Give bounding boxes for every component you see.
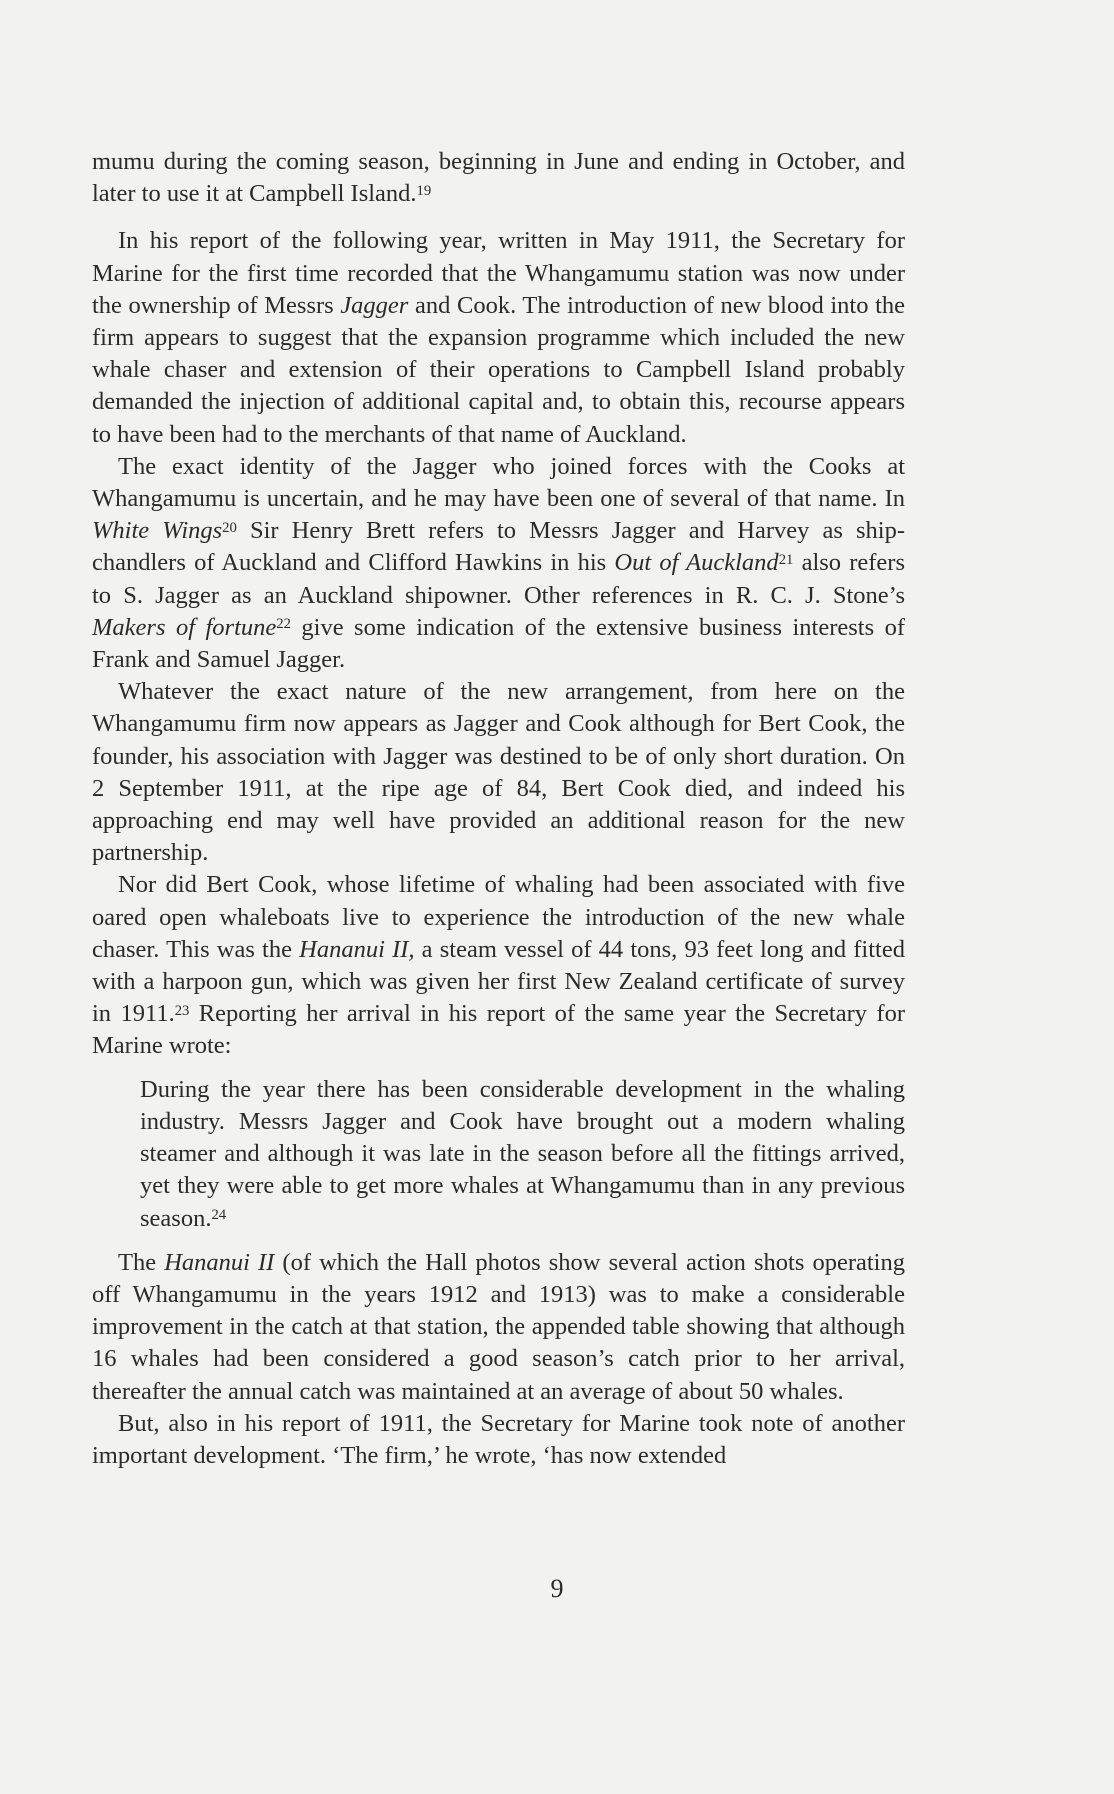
- paragraph-3: [92, 451, 905, 676]
- paragraph-7: [92, 1408, 905, 1472]
- page-number: 9: [550, 1574, 564, 1603]
- text-run: During the year there has been considerable development in the whaling industry. Messrs Jagger and Cook have brought out a modern whaling steamer and although it was late in the season before all the fittings arrived, yet they were able to get more whales at Whangamumu than in any previous season.: [140, 1075, 905, 1232]
- text-run: and Cook. The introduction of new blood into the firm appears to suggest that the expansion programme which included the new whale chaser and extension of their operations to Campbell Island probably demanded the injection of additional capital and, to obtain this, recourse appears to have been had to the merchants of that name of Auckland.: [92, 291, 906, 448]
- italic-title: Jagger: [340, 291, 409, 319]
- text-run: Reporting her arrival in his report of the same year the Secretary for Marine wrote:: [92, 1000, 905, 1060]
- italic-title: Hananui II,: [299, 935, 415, 963]
- paragraph-5: [92, 869, 905, 1062]
- footnote-ref: 20: [222, 519, 237, 536]
- paragraph-2: [92, 225, 905, 450]
- paragraph-1: [92, 146, 905, 210]
- paragraph-4: [92, 676, 905, 869]
- text-run: Sir Henry Brett refers to Messrs Jagger and Harvey as ship-chandlers of Auckland and Clifford Hawkins in his: [92, 517, 906, 577]
- text-run: Nor did Bert Cook, whose lifetime of whaling had been associated with five oared open whaleboats live to experience the introduction of the new whale chaser. This was the: [92, 871, 905, 963]
- text-run: In his report of the following year, written in May 1911, the Secretary for Marine for the first time recorded that the Whangamumu station was now under the ownership of Messrs: [92, 227, 905, 319]
- body-text: [92, 146, 905, 1472]
- italic-title: Makers of fortune: [92, 613, 277, 641]
- text-run: also refers to S. Jagger as an Auckland shipowner. Other references in R. C. J. Stone’s: [92, 549, 905, 609]
- italic-title: Hananui II: [164, 1248, 275, 1276]
- text-run: The exact identity of the Jagger who joined forces with the Cooks at Whangamumu is uncertain, and he may have been one of several of that name. In: [92, 452, 905, 513]
- text-run: (of which the Hall photos show several action shots operating off Whangamumu in the years 1912 and 1913) was to make a considerable improvement in the catch at that station, the appended table showing that although 16 whales had been considered a good season’s catch prior to her arrival, thereafter the annual catch was maintained at an average of about 50 whales.: [92, 1248, 905, 1405]
- text-run: mumu during the coming season, beginning in June and ending in October, and later to use it at Campbell Island.: [92, 148, 905, 208]
- text-run: give some indication of the extensive business interests of Frank and Samuel Jagger.: [92, 613, 905, 674]
- italic-title: Out of Auckland: [614, 549, 779, 577]
- footnote-ref: 21: [778, 551, 794, 568]
- footnote-ref: 23: [174, 1002, 190, 1019]
- block-quote: [140, 1074, 905, 1235]
- footnote-ref: 22: [276, 616, 291, 633]
- text-run: But, also in his report of 1911, the Secretary for Marine took note of another important development. ‘The firm,’ he wrote, ‘has now extended: [92, 1409, 905, 1469]
- paragraph-6: [92, 1247, 905, 1408]
- text-run: a steam vessel of 44 tons, 93 feet long and fitted with a harpoon gun, which was given her first New Zealand certificate of survey in 1911.: [92, 935, 905, 1028]
- text-run: Whatever the exact nature of the new arrangement, from here on the Whangamumu firm now appears as Jagger and Cook although for Bert Cook, the founder, his association with Jagger was destined to be of only short duration. On 2 September 1911, at the ripe age of 84, Bert Cook died, and indeed his approaching end may well have provided an additional reason for the new partnership.: [92, 678, 905, 867]
- footnote-ref: 19: [416, 182, 432, 199]
- italic-title: White Wings: [92, 517, 223, 545]
- text-run: The: [118, 1248, 165, 1276]
- footnote-ref: 24: [211, 1206, 227, 1223]
